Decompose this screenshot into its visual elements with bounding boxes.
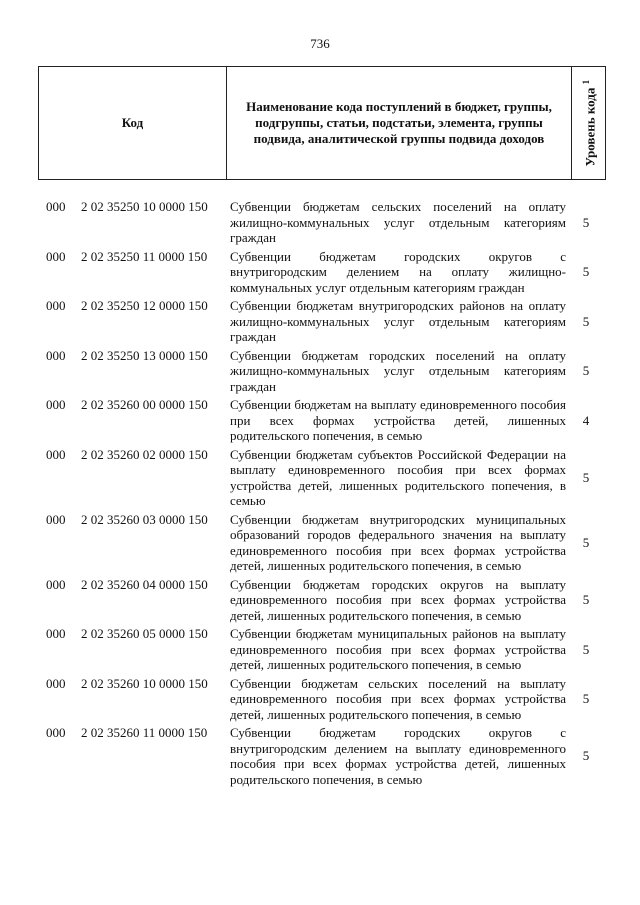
row-admin-code: 000 (46, 511, 66, 527)
table-row (38, 397, 606, 444)
row-admin-code: 000 (46, 446, 66, 462)
row-admin-code: 000 (46, 576, 66, 592)
row-name: Субвенции бюджетам городских округов с внутригородским делением на оплату жилищно-коммунальных услуг отдельным категориям граждан (230, 248, 566, 295)
row-admin-code: 000 (46, 725, 66, 740)
header-level-text (578, 80, 598, 167)
row-admin-code: 000 (46, 248, 66, 264)
table-body (38, 199, 606, 790)
row-name: Субвенции бюджетам внутригородских муниципальных образований городов федерального значения на выплату единовременного пособия при всех формах устройства детей, лишенных родительского попечения, в семью (230, 511, 566, 573)
row-admin-code: 000 (46, 347, 66, 363)
row-revenue-code: 2 02 35260 10 0000 150 (81, 675, 208, 691)
row-level: 5 (582, 592, 590, 607)
row-revenue-code: 2 02 35250 12 0000 150 (81, 298, 208, 313)
row-revenue-code: 2 02 35260 05 0000 150 (81, 626, 208, 641)
row-level: 5 (582, 469, 590, 485)
row-level: 5 (582, 641, 590, 657)
row-revenue-code: 2 02 35250 13 0000 150 (81, 347, 208, 363)
table-row (38, 626, 606, 673)
row-level: 5 (582, 534, 590, 550)
table-row (38, 577, 606, 624)
table-row (38, 725, 606, 787)
row-admin-code: 000 (46, 199, 66, 214)
row-admin-code: 000 (46, 626, 66, 641)
row-name: Субвенции бюджетам городских округов с внутригородским делением на выплату единовременного пособия при всех формах устройства детей, лишенных родительского попечения, в семью (230, 725, 566, 787)
row-level: 5 (582, 748, 590, 764)
row-name: Субвенции бюджетам на выплату единовременного пособия при всех формах устройства детей, лишенных родительского попечения, в семью (230, 397, 566, 443)
table-row (38, 298, 606, 345)
row-revenue-code: 2 02 35260 03 0000 150 (81, 511, 208, 527)
row-name: Субвенции бюджетам городских поселений на оплату жилищно-коммунальных услуг отдельным категориям граждан (230, 347, 566, 394)
row-name: Субвенции бюджетам муниципальных районов на выплату единовременного пособия при всех формах устройства детей, лишенных родительского попечения, в семью (230, 626, 566, 672)
table-row (38, 348, 606, 395)
table-header (38, 66, 606, 180)
header-name: Наименование кода поступлений в бюджет, группы, подгруппы, статьи, подстатьи, элемента, группы подвида, аналитической группы подвида доходов (227, 67, 572, 179)
table-row (38, 676, 606, 723)
table-row (38, 512, 606, 574)
row-admin-code: 000 (46, 397, 66, 412)
row-revenue-code: 2 02 35260 11 0000 150 (81, 725, 208, 740)
row-level: 5 (582, 691, 590, 706)
row-revenue-code: 2 02 35260 00 0000 150 (81, 397, 208, 412)
row-level: 5 (582, 313, 590, 329)
row-level: 4 (582, 412, 590, 428)
row-admin-code: 000 (46, 675, 66, 691)
row-name: Субвенции бюджетам городских округов на выплату единовременного пособия при всех формах устройства детей, лишенных родительского попечения, в семью (230, 576, 566, 623)
header-level-footnote: 1 (581, 79, 592, 85)
table-row (38, 249, 606, 296)
row-name: Субвенции бюджетам субъектов Российской Федерации на выплату единовременного пособия при всех формах устройства детей, лишенных родительского попечения, в семью (230, 446, 566, 508)
page-number: 736 (310, 36, 330, 51)
row-level: 5 (582, 214, 590, 230)
row-revenue-code: 2 02 35260 02 0000 150 (81, 446, 208, 462)
row-revenue-code: 2 02 35250 10 0000 150 (81, 199, 208, 214)
header-level-label: Уровень кода (582, 87, 598, 167)
row-admin-code: 000 (46, 298, 66, 313)
row-revenue-code: 2 02 35250 11 0000 150 (81, 248, 208, 264)
table-row (38, 199, 606, 246)
header-level (572, 67, 605, 179)
row-name: Субвенции бюджетам сельских поселений на выплату единовременного пособия при всех формах устройства детей, лишенных родительского попечения, в семью (230, 675, 566, 722)
header-code: Код (39, 67, 227, 179)
table-row (38, 447, 606, 509)
row-name: Субвенции бюджетам сельских поселений на оплату жилищно-коммунальных услуг отдельным категориям граждан (230, 199, 566, 245)
row-name: Субвенции бюджетам внутригородских районов на оплату жилищно-коммунальных услуг отдельным категориям граждан (230, 298, 566, 344)
row-revenue-code: 2 02 35260 04 0000 150 (81, 576, 208, 592)
row-level: 5 (582, 363, 590, 378)
row-level: 5 (582, 264, 590, 279)
